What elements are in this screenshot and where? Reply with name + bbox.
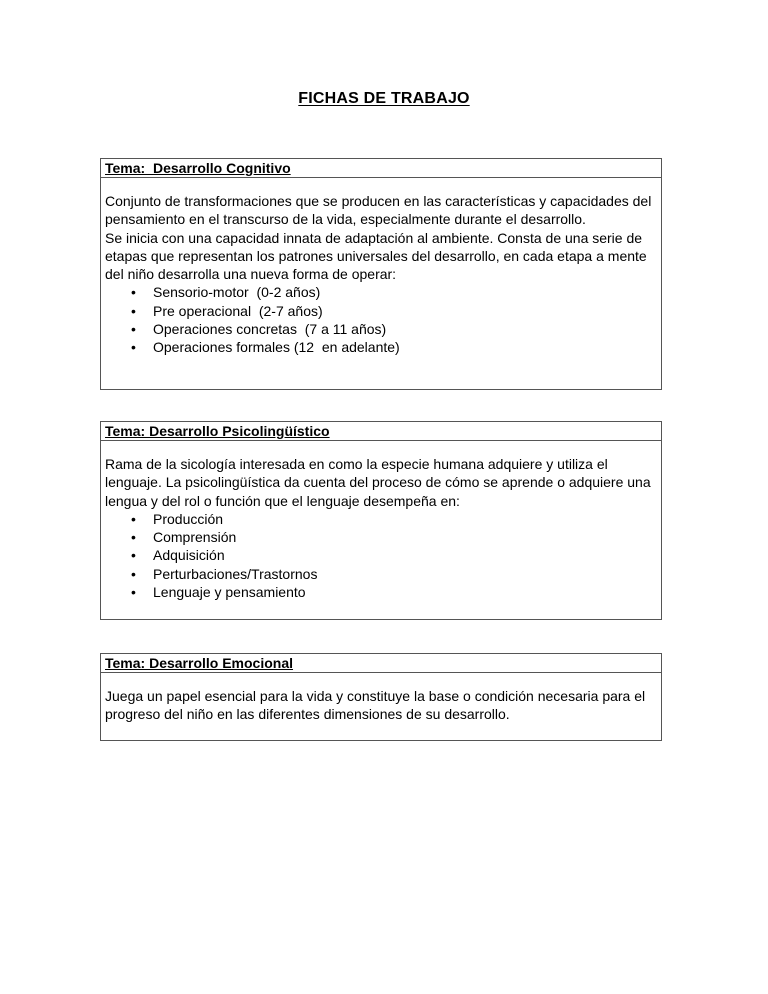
list-item	[105, 510, 657, 528]
card-header: Tema: Desarrollo Cognitivo	[101, 159, 661, 178]
list-item-text: Operaciones formales (12 en adelante)	[153, 339, 400, 356]
bullet-list	[105, 510, 657, 601]
page-title: FICHAS DE TRABAJO	[298, 90, 470, 107]
bullet-icon: •	[131, 584, 136, 601]
list-item-text: Comprensión	[153, 529, 237, 546]
bullet-list	[105, 283, 657, 356]
list-item	[105, 338, 657, 356]
list-item	[105, 283, 657, 301]
list-item	[105, 320, 657, 338]
card-paragraph: Rama de la sicología interesada en como la especie humana adquiere y utiliza el lenguaje. La psicolingüística da cuenta del proceso de cómo se aprende o adquiere una lengua y del rol o función que el lenguaje desempeña en:	[105, 456, 651, 509]
card-body	[101, 673, 661, 734]
list-item	[105, 565, 657, 583]
list-item-text: Lenguaje y pensamiento	[153, 584, 306, 601]
list-item-text: Sensorio-motor (0-2 años)	[153, 284, 321, 301]
list-item-text: Adquisición	[153, 547, 225, 564]
list-item	[105, 583, 657, 601]
card-paragraph: Se inicia con una capacidad innata de adaptación al ambiente. Consta de una serie de etapas que representan los patrones universales del desarrollo, en cada etapa a mente del niño desarrolla una nueva forma de operar:	[105, 229, 647, 283]
bullet-icon: •	[131, 339, 136, 356]
card-desarrollo-cognitivo	[100, 158, 662, 390]
list-item-text: Producción	[153, 510, 224, 527]
bullet-icon: •	[131, 510, 136, 527]
list-item-text: Pre operacional (2-7 años)	[153, 302, 323, 319]
bullet-icon: •	[131, 302, 136, 319]
bullet-icon: •	[131, 547, 136, 564]
card-desarrollo-psicolinguistico	[100, 421, 662, 620]
list-item-text: Perturbaciones/Trastornos	[153, 565, 318, 582]
card-body	[101, 178, 661, 367]
bullet-icon: •	[131, 529, 136, 546]
bullet-icon: •	[131, 565, 136, 582]
list-item	[105, 528, 657, 546]
card-paragraph: Conjunto de transformaciones que se producen en las características y capacidades del pensamiento en el transcurso de la vida, especialmente durante el desarrollo.	[105, 193, 652, 228]
list-item	[105, 546, 657, 564]
bullet-icon: •	[131, 284, 136, 301]
card-header: Tema: Desarrollo Emocional	[101, 654, 661, 673]
bullet-icon: •	[131, 321, 136, 338]
card-paragraph: Juega un papel esencial para la vida y constituye la base o condición necesaria para el progreso del niño en las diferentes dimensiones de su desarrollo.	[105, 688, 646, 723]
card-body	[101, 441, 661, 611]
card-header: Tema: Desarrollo Psicolingüístico	[101, 422, 661, 441]
card-desarrollo-emocional	[100, 653, 662, 741]
list-item	[105, 302, 657, 320]
list-item-text: Operaciones concretas (7 a 11 años)	[153, 321, 387, 338]
